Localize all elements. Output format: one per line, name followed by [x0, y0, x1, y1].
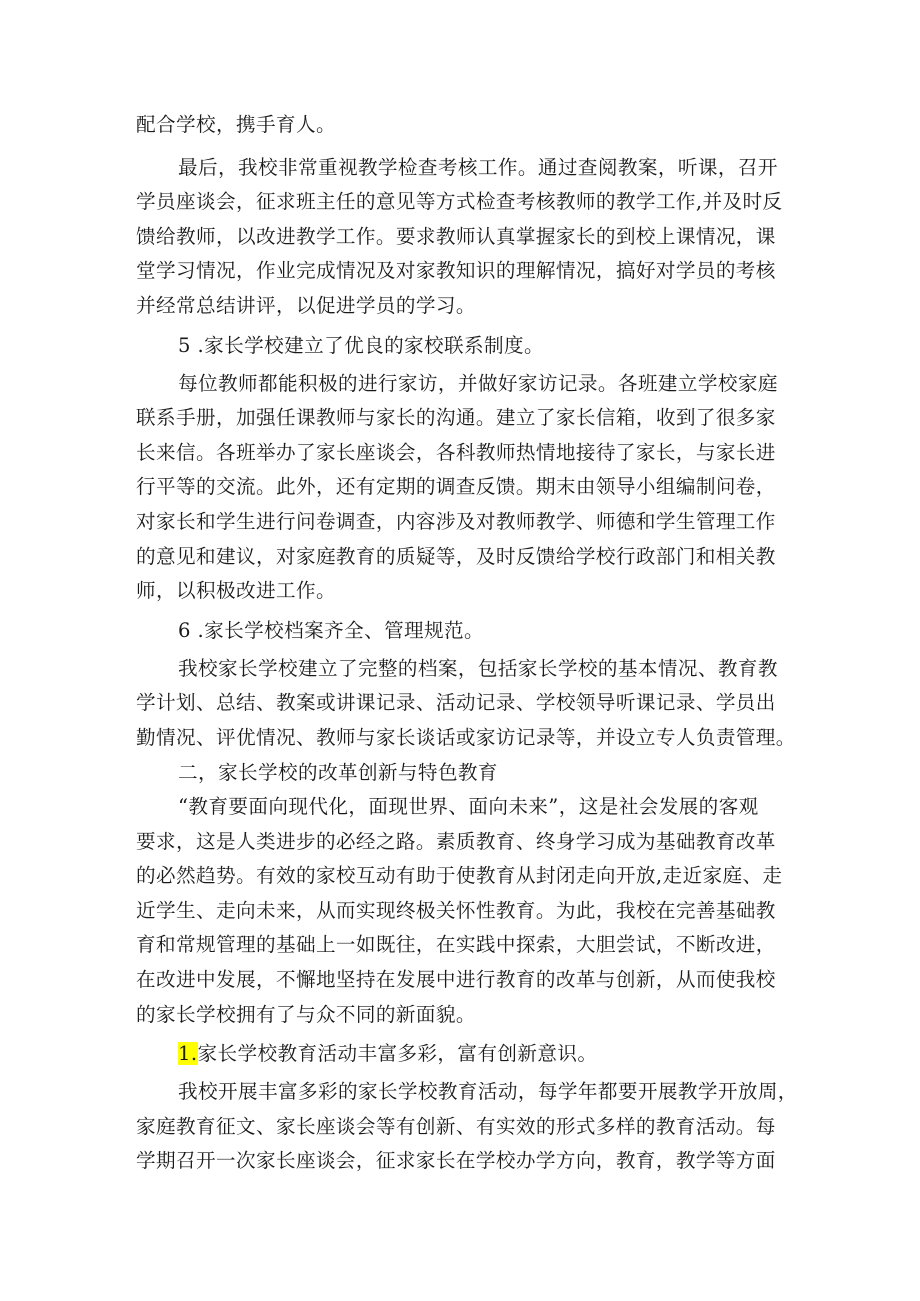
- paragraph-line: 馈给教师，以改进教学工作。要求教师认真掌握家长的到校上课情况，课: [136, 224, 776, 248]
- paragraph-line: 的必然趋势。有效的家校互动有助于使教育从封闭走向开放,走近家庭、走: [136, 864, 783, 888]
- paragraph-line: 师，以积极改进工作。: [136, 579, 336, 603]
- paragraph-line: 学计划、总结、教案或讲课记录、活动记录、学校领导听课记录、学员出: [136, 691, 776, 715]
- paragraph-line: 对家长和学生进行问卷调查，内容涉及对教师教学、师德和学生管理工作: [136, 509, 776, 533]
- paragraph-line: 我校开展丰富多彩的家长学校教育活动，每学年都要开展教学开放周，: [178, 1080, 798, 1104]
- paragraph-line: 堂学习情况，作业完成情况及对家教知识的理解情况，搞好对学员的考核: [136, 259, 776, 283]
- section-heading-1: [136, 1032, 796, 1075]
- paragraph-reform: [136, 790, 796, 1032]
- paragraph-line: 在改进中发展，不懈地坚持在发展中进行教育的改革与创新，从而使我校: [136, 968, 776, 992]
- paragraph-line: 学期召开一次家长座谈会，征求家长在学校办学方向，教育，教学等方面: [136, 1149, 776, 1173]
- highlighted-number: 1.: [178, 1042, 198, 1066]
- paragraph-line: 行平等的交流。此外，还有定期的调查反馈。期末由领导小组编制问卷，: [136, 475, 776, 499]
- paragraph-line: 联系手册，加强任课教师与家长的沟通。建立了家长信箱，收到了很多家: [136, 406, 776, 430]
- section-heading-2: 二，家长学校的改革创新与特色教育: [178, 760, 498, 784]
- paragraph-line: 的意见和建议，对家庭教育的质疑等，及时反馈给学校行政部门和相关教: [136, 544, 776, 568]
- paragraph-inspection: [136, 151, 796, 324]
- paragraph-line: 配合学校，携手育人。: [136, 113, 336, 136]
- paragraph-line: 每位教师都能积极的进行家访，并做好家访记录。各班建立学校家庭: [178, 371, 778, 395]
- section-heading-5: 5 .家长学校建立了优良的家校联系制度。: [178, 333, 545, 357]
- paragraph-line: 近学生、走向未来，从而实现终极关怀性教育。为此，我校在完善基础教: [136, 898, 776, 922]
- paragraph-line: 的家长学校拥有了与众不同的新面貌。: [136, 1002, 476, 1026]
- paragraph-line: 我校家长学校建立了完整的档案，包括家长学校的基本情况、教育教: [178, 656, 778, 680]
- paragraph-line: “教育要面向现代化，面现世界、面向未来”，这是社会发展的客观: [178, 795, 759, 819]
- paragraph-line: 最后，我校非常重视教学检查考核工作。通过查阅教案，听课，召开: [178, 155, 778, 179]
- paragraph-line: 长来信。各班举办了家长座谈会，各科教师热情地接待了家长，与家长进: [136, 440, 776, 464]
- heading-text: 家长学校教育活动丰富多彩，富有创新意识。: [197, 1042, 598, 1066]
- paragraph-line: 要求，这是人类进步的必经之路。素质教育、终身学习成为基础教育改革: [136, 829, 776, 853]
- paragraph-line: 育和常规管理的基础上一如既往，在实践中探索，大胆尝试，不断改进，: [136, 933, 776, 957]
- paragraph-line: 学员座谈会，征求班主任的意见等方式检查考核教师的教学工作,并及时反: [136, 190, 783, 214]
- paragraph-activities: [136, 1075, 796, 1179]
- paragraph-line: 勤情况、评优情况、教师与家长谈话或家访记录等，并设立专人负责管理。: [136, 725, 796, 749]
- paragraph-line: 家庭教育征文、家长座谈会等有创新、有实效的形式多样的教育活动。每: [136, 1114, 776, 1138]
- paragraph-home-visits: [136, 367, 796, 609]
- paragraph-line: 并经常总结讲评，以促进学员的学习。: [136, 293, 476, 317]
- paragraph-archives: [136, 652, 796, 756]
- document-body: [136, 108, 796, 1179]
- section-heading-6: 6 .家长学校档案齐全、管理规范。: [178, 618, 485, 642]
